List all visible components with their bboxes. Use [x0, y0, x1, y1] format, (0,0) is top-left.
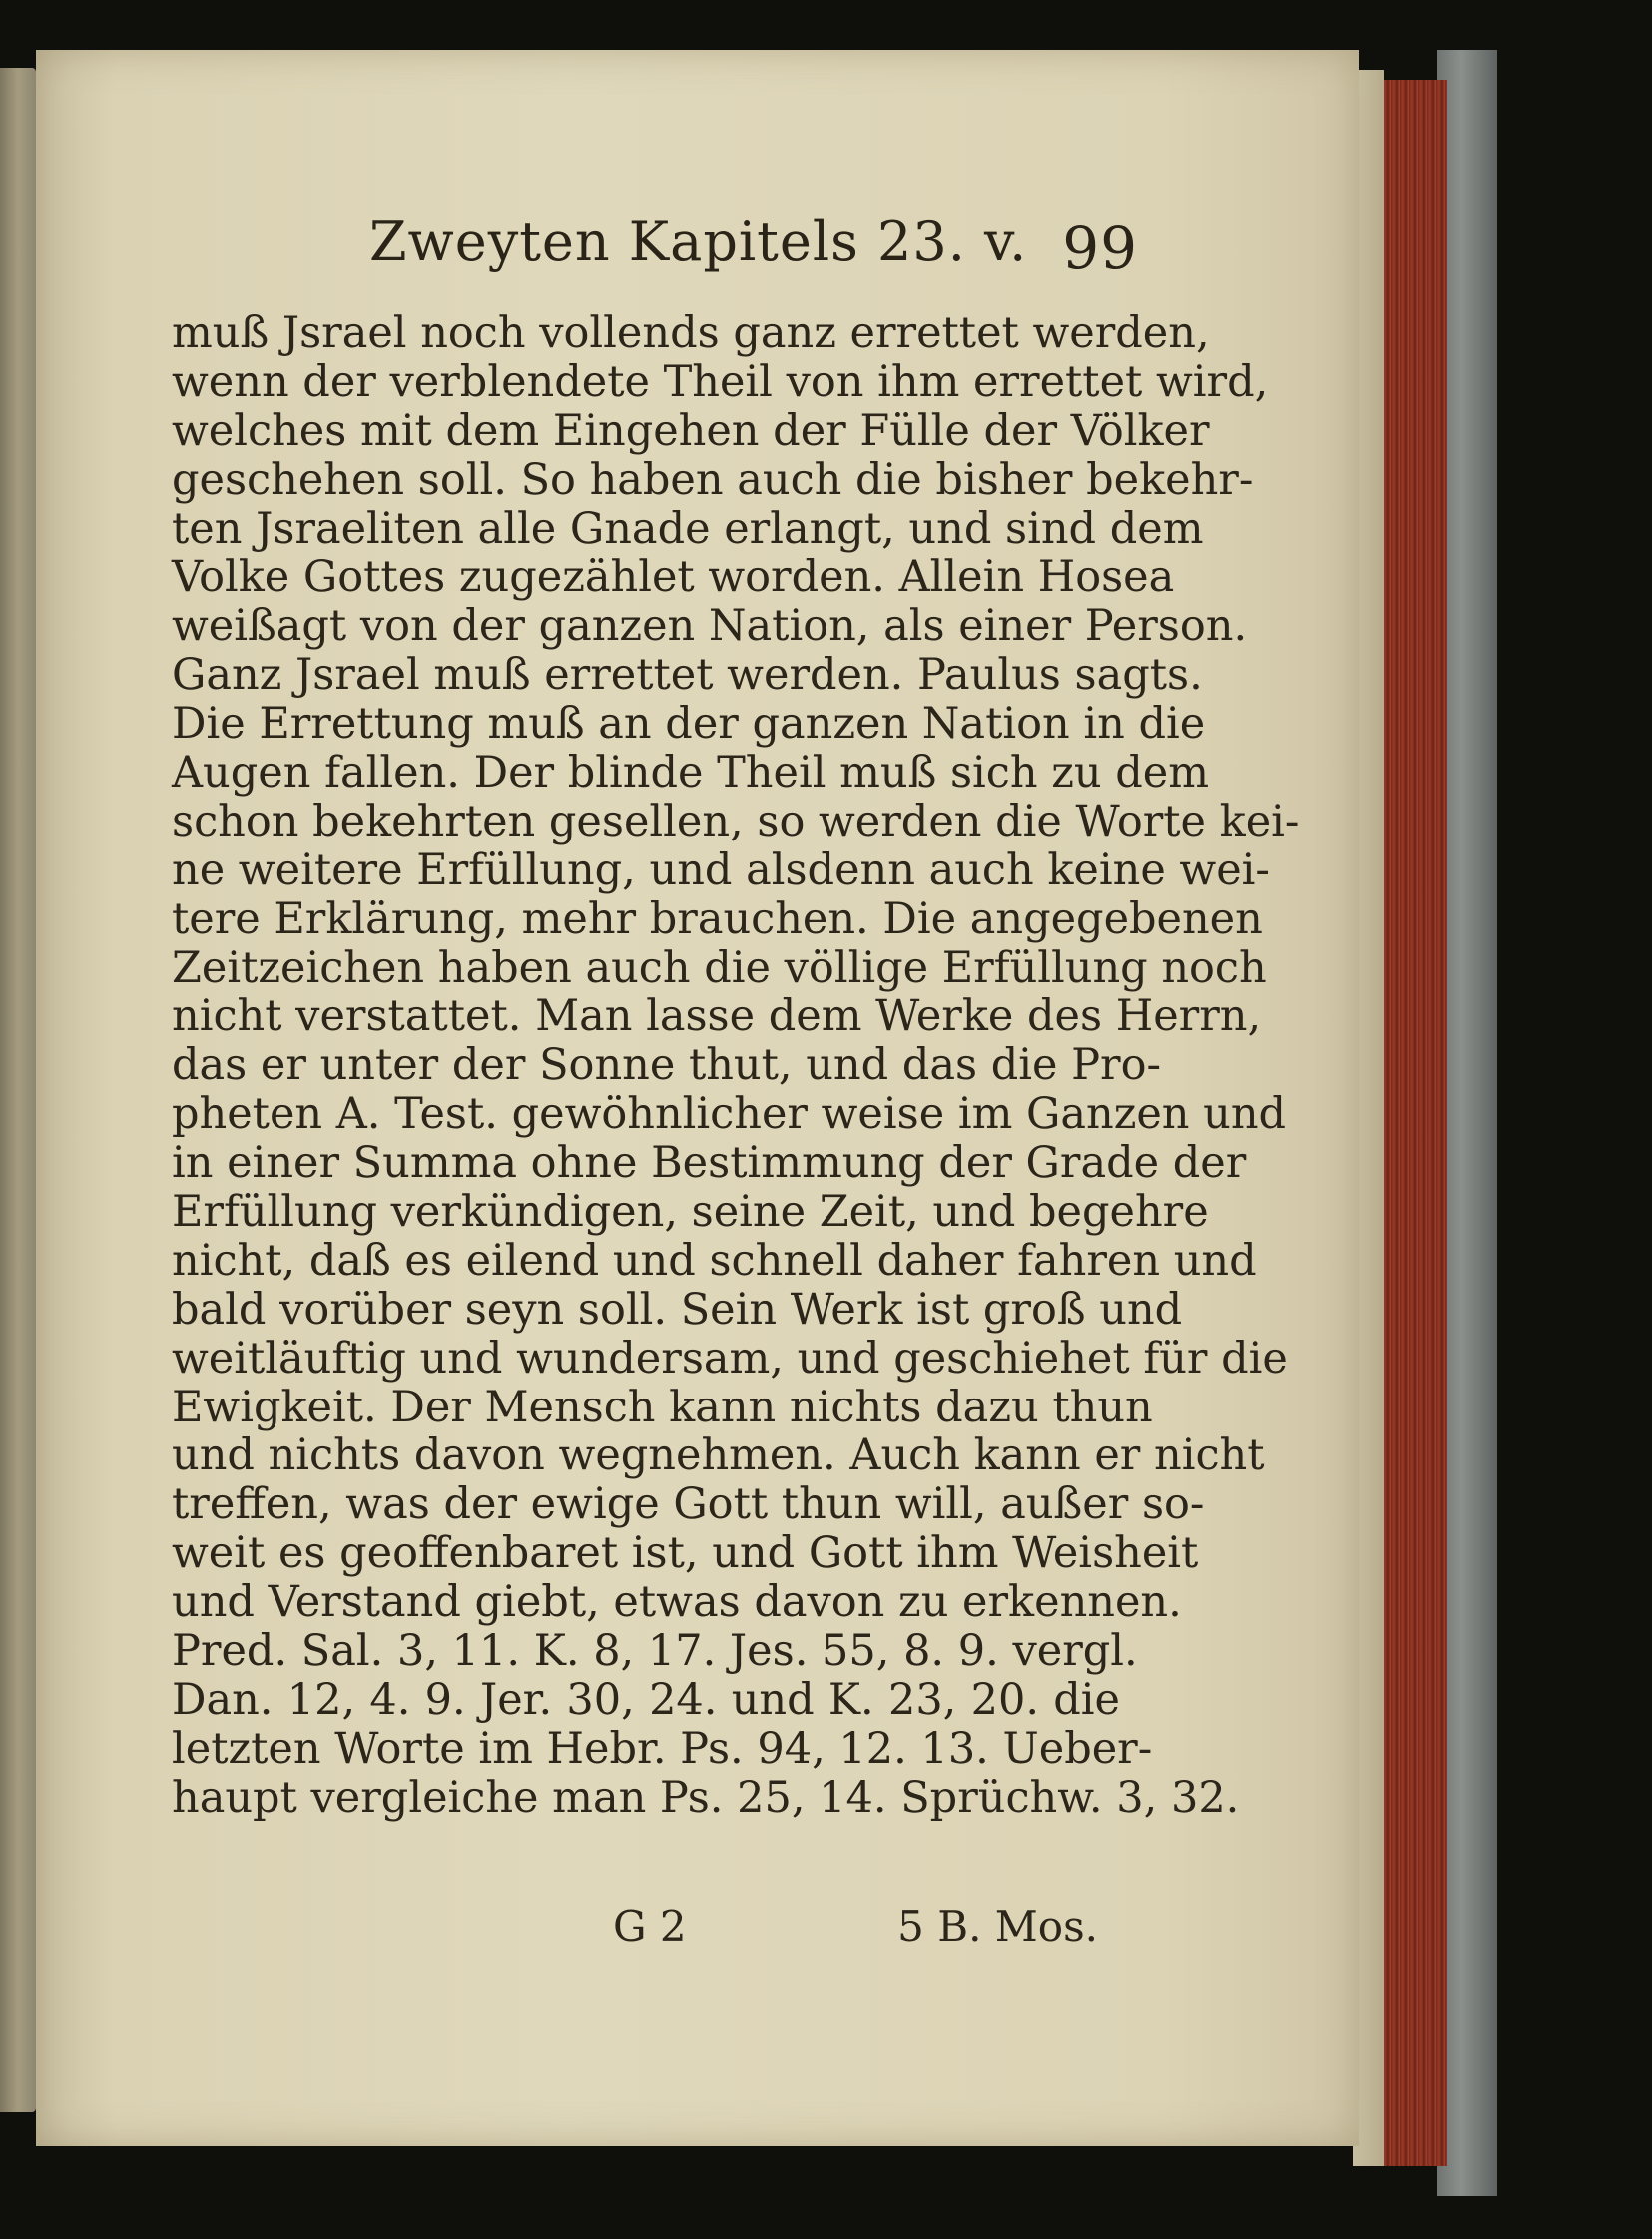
page-footer — [599, 1902, 1098, 1961]
text-line: Pred. Sal. 3, 11. K. 8, 17. Jes. 55, 8. 9. vergl. — [172, 1626, 1138, 1677]
text-line: ten Jsraeliten alle Gnade erlangt, und sind dem — [172, 503, 1204, 554]
running-title: Zweyten Kapitels 23. v. — [369, 210, 1028, 273]
text-line: nicht, daß es eilend und schnell daher fahren und — [172, 1235, 1257, 1286]
text-line: und nichts davon wegnehmen. Auch kann er nicht — [172, 1430, 1265, 1481]
text-line: schon bekehrten gesellen, so werden die Worte kei- — [172, 796, 1300, 846]
text-line: pheten A. Test. gewöhnlicher weise im Ganzen und — [172, 1089, 1287, 1140]
page-number: 99 — [1062, 214, 1138, 281]
text-line: weißagt von der ganzen Nation, als einer Person. — [172, 601, 1248, 652]
text-line: wenn der verblendete Theil von ihm errettet wird, — [172, 356, 1269, 407]
text-line: Die Errettung muß an der ganzen Nation in die — [172, 699, 1206, 750]
text-line: Dan. 12, 4. 9. Jer. 30, 24. und K. 23, 20. die — [172, 1674, 1120, 1725]
text-line: nicht verstattet. Man lasse dem Werke des Herrn, — [172, 991, 1262, 1042]
text-line: letzten Worte im Hebr. Ps. 94, 12. 13. Ueber- — [172, 1723, 1153, 1774]
text-line: welches mit dem Eingehen der Fülle der Völker — [172, 405, 1210, 456]
text-line: treffen, was der ewige Gott thun will, außer so- — [172, 1479, 1205, 1530]
text-line: Erfüllung verkündigen, seine Zeit, und begehre — [172, 1187, 1209, 1238]
facing-page-edge — [0, 68, 36, 2112]
body-text — [172, 308, 1300, 1823]
text-line: tere Erklärung, mehr brauchen. Die angegebenen — [172, 893, 1263, 944]
text-line: ne weitere Erfüllung, und alsdenn auch keine wei- — [172, 844, 1270, 895]
text-line: Volke Gottes zugezählet worden. Allein Hosea — [172, 552, 1175, 603]
text-line: weitläuftig und wundersam, und geschiehet für die — [172, 1333, 1288, 1384]
text-line: in einer Summa ohne Bestimmung der Grade der — [172, 1138, 1247, 1189]
text-line: bald vorüber seyn soll. Sein Werk ist groß und — [172, 1284, 1183, 1335]
text-line: Zeitzeichen haben auch die völlige Erfüllung noch — [172, 942, 1267, 993]
text-line: geschehen soll. So haben auch die bisher bekehr- — [172, 454, 1254, 505]
text-line: weit es geoffenbaret ist, und Gott ihm Weisheit — [172, 1528, 1199, 1579]
text-line: Ganz Jsrael muß errettet werden. Paulus sagts. — [172, 650, 1203, 701]
text-line: haupt vergleiche man Ps. 25, 14. Sprüchw. 3, 32. — [172, 1772, 1240, 1823]
text-line: Augen fallen. Der blinde Theil muß sich zu dem — [172, 748, 1210, 799]
text-line: das er unter der Sonne thut, und das die Pro- — [172, 1040, 1162, 1091]
signature-mark: G 2 — [613, 1902, 687, 1951]
text-line: muß Jsrael noch vollends ganz errettet werden, — [172, 308, 1210, 358]
text-line: und Verstand giebt, etwas davon zu erkennen. — [172, 1577, 1182, 1628]
catchword: 5 B. Mos. — [897, 1902, 1098, 1951]
running-header — [369, 210, 1138, 289]
text-line: Ewigkeit. Der Mensch kann nichts dazu thun — [172, 1382, 1153, 1432]
